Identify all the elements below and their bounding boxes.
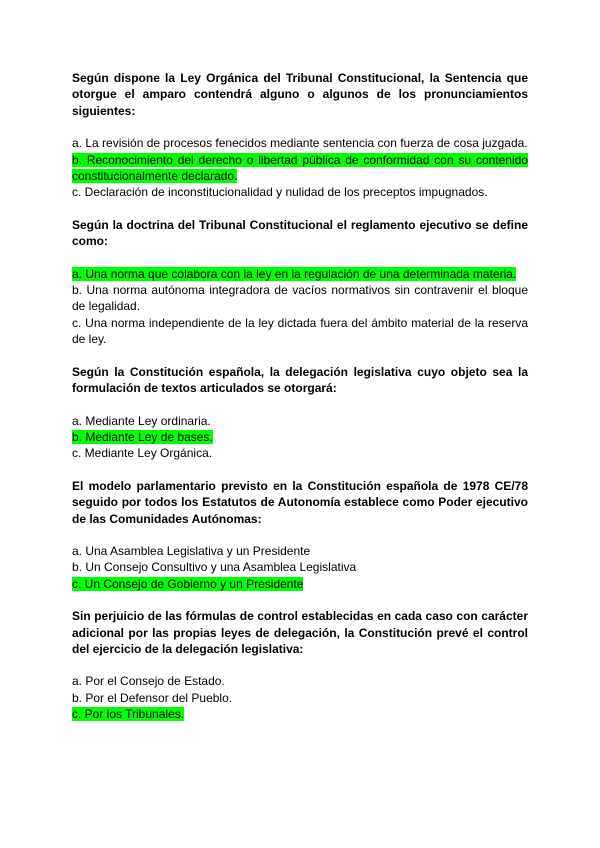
- answer-option-a: [72, 135, 528, 151]
- answer-text: a. La revisión de procesos fenecidos mediante sentencia con fuerza de cosa juzgada.: [72, 136, 528, 151]
- answer-text-highlighted: b. Mediante Ley de bases.: [72, 429, 213, 444]
- answer-text: a. Una Asamblea Legislativa y un Presidente: [72, 543, 311, 558]
- answer-option-a: [72, 543, 528, 559]
- question-text: Según la doctrina del Tribunal Constitucional el reglamento ejecutivo se define como:: [72, 217, 528, 249]
- answer-option-b: [72, 282, 528, 315]
- answer-list: [72, 673, 528, 722]
- answer-option-b-correct: [72, 152, 528, 185]
- answer-option-c-correct: [72, 706, 528, 722]
- answer-list: [72, 413, 528, 462]
- question-text: Según la Constitución española, la delegación legislativa cuyo objeto sea la formulación de textos articulados se otorgará:: [72, 364, 528, 396]
- answer-text-highlighted: a. Una norma que colabora con la ley en la regulación de una determinada materia.: [72, 266, 517, 281]
- answer-option-c: [72, 445, 528, 461]
- answer-option-a: [72, 673, 528, 689]
- question-text: El modelo parlamentario previsto en la Constitución española de 1978 CE/78 seguido por todos los Estatutos de Autonomía establece como Poder ejecutivo de las Comunidades Autónomas:: [72, 478, 528, 526]
- question-block-3: [72, 364, 528, 462]
- answer-text-highlighted: c. Un Consejo de Gobierno y un Presidente: [72, 576, 304, 591]
- answer-text: b. Un Consejo Consultivo y una Asamblea Legislativa: [72, 560, 357, 575]
- answer-text: c. Mediante Ley Orgánica.: [72, 446, 213, 461]
- answer-text: c. Declaración de inconstitucionalidad y nulidad de los preceptos impugnados.: [72, 185, 488, 200]
- question-block-4: [72, 478, 528, 592]
- answer-option-a: [72, 413, 528, 429]
- answer-list: [72, 135, 528, 201]
- question-block-1: [72, 70, 528, 201]
- answer-text: c. Una norma independiente de la ley dictada fuera del ámbito material de la reserva de ley.: [72, 315, 528, 347]
- answer-text: b. Una norma autónoma integradora de vacíos normativos sin contravenir el bloque de legalidad.: [72, 283, 528, 314]
- question-block-5: [72, 608, 528, 722]
- answer-text-highlighted: b. Reconocimiento del derecho o libertad pública de conformidad con su contenido constitucionalmente declarado.: [72, 152, 528, 184]
- answer-list: [72, 543, 528, 592]
- answer-text-highlighted: c. Por los Tribunales.: [72, 707, 185, 722]
- question-block-2: [72, 217, 528, 348]
- answer-list: [72, 266, 528, 348]
- answer-text: a. Mediante Ley ordinaria.: [72, 413, 211, 428]
- document-page: [72, 70, 528, 739]
- answer-option-c: [72, 184, 528, 200]
- answer-option-b: [72, 559, 528, 575]
- question-text: Según dispone la Ley Orgánica del Tribunal Constitucional, la Sentencia que otorgue el amparo contendrá alguno o algunos de los pronunciamientos siguientes:: [72, 71, 528, 118]
- answer-option-b: [72, 690, 528, 706]
- answer-option-a-correct: [72, 266, 528, 282]
- answer-option-c: [72, 315, 528, 348]
- answer-text: b. Por el Defensor del Pueblo.: [72, 690, 233, 705]
- answer-text: a. Por el Consejo de Estado.: [72, 674, 225, 689]
- question-text: Sin perjuicio de las fórmulas de control establecidas en cada caso con carácter adicional por las propias leyes de delegación, la Constitución prevé el control del ejercicio de la delegación legislativa:: [72, 609, 528, 656]
- answer-option-b-correct: [72, 429, 528, 445]
- answer-option-c-correct: [72, 576, 528, 592]
